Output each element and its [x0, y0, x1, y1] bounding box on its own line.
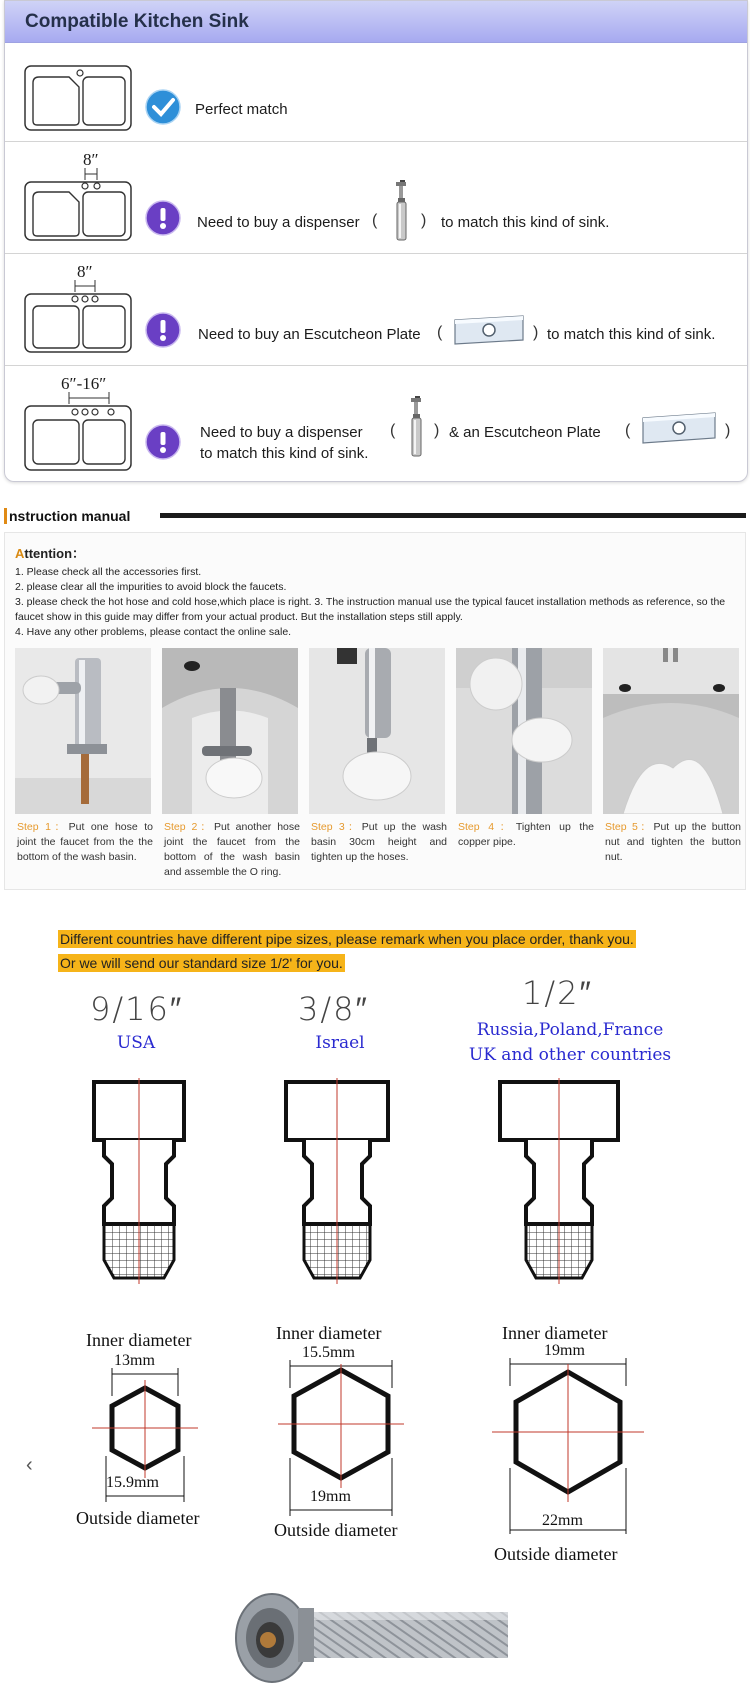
step-5-photo: [603, 648, 739, 814]
country-label: UK and other countries: [468, 1045, 672, 1065]
open-paren: (: [625, 422, 631, 439]
sink-dimension-label: 8″: [83, 150, 99, 169]
outside-diameter-label: Outside diameter: [274, 1520, 398, 1540]
inner-diameter-value: 15.5mm: [302, 1344, 355, 1361]
soap-dispenser-icon: [390, 180, 414, 242]
inner-diameter-label: Inner diameter: [86, 1330, 192, 1350]
outside-diameter-label: Outside diameter: [76, 1508, 200, 1528]
heading-divider: [160, 513, 746, 518]
sink-panel-title: Compatible Kitchen Sink: [25, 10, 249, 32]
escutcheon-plate-icon: [639, 411, 719, 445]
close-paren: ): [421, 212, 427, 229]
pipe-fitting-diagram: [494, 1078, 624, 1284]
step-4-photo: [456, 648, 592, 814]
sink-dimension-label: 8″: [77, 262, 93, 281]
heading-accent-bar: [4, 508, 7, 524]
step-5-text: Step 5：Put up the button nut and tighten the button nut.: [605, 821, 741, 863]
sink-panel-header: [5, 1, 747, 43]
double-sink-icon: [23, 280, 135, 354]
pipe-fitting-diagram: [84, 1078, 194, 1284]
double-sink-icon: [23, 168, 135, 242]
exclamation-badge-icon: [145, 200, 181, 236]
country-label: USA: [116, 1033, 156, 1053]
note-item: 1. Please check all the accessories first.: [15, 566, 202, 578]
open-paren: (: [372, 212, 378, 229]
match-sink-text: to match this kind of sink.: [200, 445, 369, 462]
attention-heading: Attention：: [15, 546, 86, 561]
step-1-text: Step 1：Put one hose to joint the faucet from the the bottom of the wash basin.: [17, 821, 154, 863]
carousel-prev-arrow[interactable]: ‹: [26, 1454, 33, 1476]
step-2-photo: [162, 648, 298, 814]
pipe-fitting-diagram: [282, 1078, 392, 1284]
attention-notes: [15, 565, 737, 640]
instruction-manual-box: [4, 532, 746, 890]
perfect-match-text: Perfect match: [195, 101, 288, 118]
sink-row-perfect-match: [5, 43, 747, 141]
note-item: 4. Have any other problems, please contact the online sale.: [15, 626, 292, 638]
pipe-size-note: Different countries have different pipe sizes, please remark when you place order, thank you.: [60, 931, 634, 947]
close-paren: ): [434, 422, 440, 439]
escutcheon-text: & an Escutcheon Plate: [449, 424, 601, 441]
inner-diameter-label: Inner diameter: [502, 1323, 608, 1343]
outer-diameter-value: 15.9mm: [106, 1474, 159, 1491]
exclamation-badge-icon: [145, 312, 181, 348]
note-item: 3. please check the hot hose and cold hose,which place is right. 3. The instruction manual use the typical faucet installation methods as reference, so the faucet show in this guide may differ from your actual product. But the installation steps still apply.: [15, 596, 726, 623]
match-sink-text: to match this kind of sink.: [547, 326, 716, 343]
step-3-photo: [309, 648, 445, 814]
escutcheon-text: Need to buy an Escutcheon Plate: [198, 326, 421, 343]
note-item: 2. please clear all the impurities to avoid block the faucets.: [15, 581, 287, 593]
double-sink-icon: [23, 392, 135, 472]
sink-row-dispenser-and-escutcheon: [5, 365, 747, 482]
instruction-manual-heading: [4, 506, 130, 526]
pipe-size-label: 3/8″: [298, 990, 369, 1028]
open-paren: (: [390, 422, 396, 439]
dispenser-text: Need to buy a dispenser: [197, 214, 360, 231]
instruction-manual-title: nstruction manual: [9, 508, 131, 524]
sink-dimension-label: 6″-16″: [61, 374, 107, 393]
outside-diameter-label: Outside diameter: [494, 1544, 618, 1564]
step-4-text: Step 4：Tighten up the copper pipe.: [458, 821, 595, 848]
inner-diameter-value: 19mm: [544, 1342, 585, 1359]
open-paren: (: [437, 324, 443, 341]
country-label: Russia,Poland,France: [476, 1020, 664, 1040]
step-2-text: Step 2：Put another hose joint the faucet from the bottom of the wash basin and assemble the O ring.: [164, 821, 300, 878]
soap-dispenser-icon: [405, 396, 429, 458]
sink-row-escutcheon: [5, 253, 747, 365]
dispenser-text: Need to buy a dispenser: [200, 424, 363, 441]
inner-diameter-value: 13mm: [114, 1352, 155, 1369]
hex-nut-diagram: [490, 1356, 646, 1536]
pipe-size-label: 9/16″: [90, 990, 184, 1028]
compatible-sink-panel: [4, 0, 748, 482]
inner-diameter-label: Inner diameter: [276, 1323, 382, 1343]
braided-hose-image: [228, 1582, 508, 1686]
outer-diameter-value: 19mm: [310, 1488, 351, 1505]
step-3-text: Step 3：Put up the wash basin 30cm height and tighten up the hoses.: [311, 821, 447, 863]
country-label: Israel: [315, 1033, 365, 1053]
standard-size-note: Or we will send our standard size 1/2' for you.: [60, 955, 343, 971]
exclamation-badge-icon: [145, 424, 181, 460]
pipe-size-label: 1/2″: [522, 974, 593, 1012]
step-1-photo: [15, 648, 151, 814]
outer-diameter-value: 22mm: [542, 1512, 583, 1529]
escutcheon-plate-icon: [451, 314, 527, 346]
double-sink-icon: [23, 63, 135, 133]
close-paren: ): [725, 422, 731, 439]
check-badge-icon: [145, 89, 181, 125]
sink-row-dispenser: [5, 141, 747, 253]
close-paren: ): [533, 324, 539, 341]
match-sink-text: to match this kind of sink.: [441, 214, 610, 231]
